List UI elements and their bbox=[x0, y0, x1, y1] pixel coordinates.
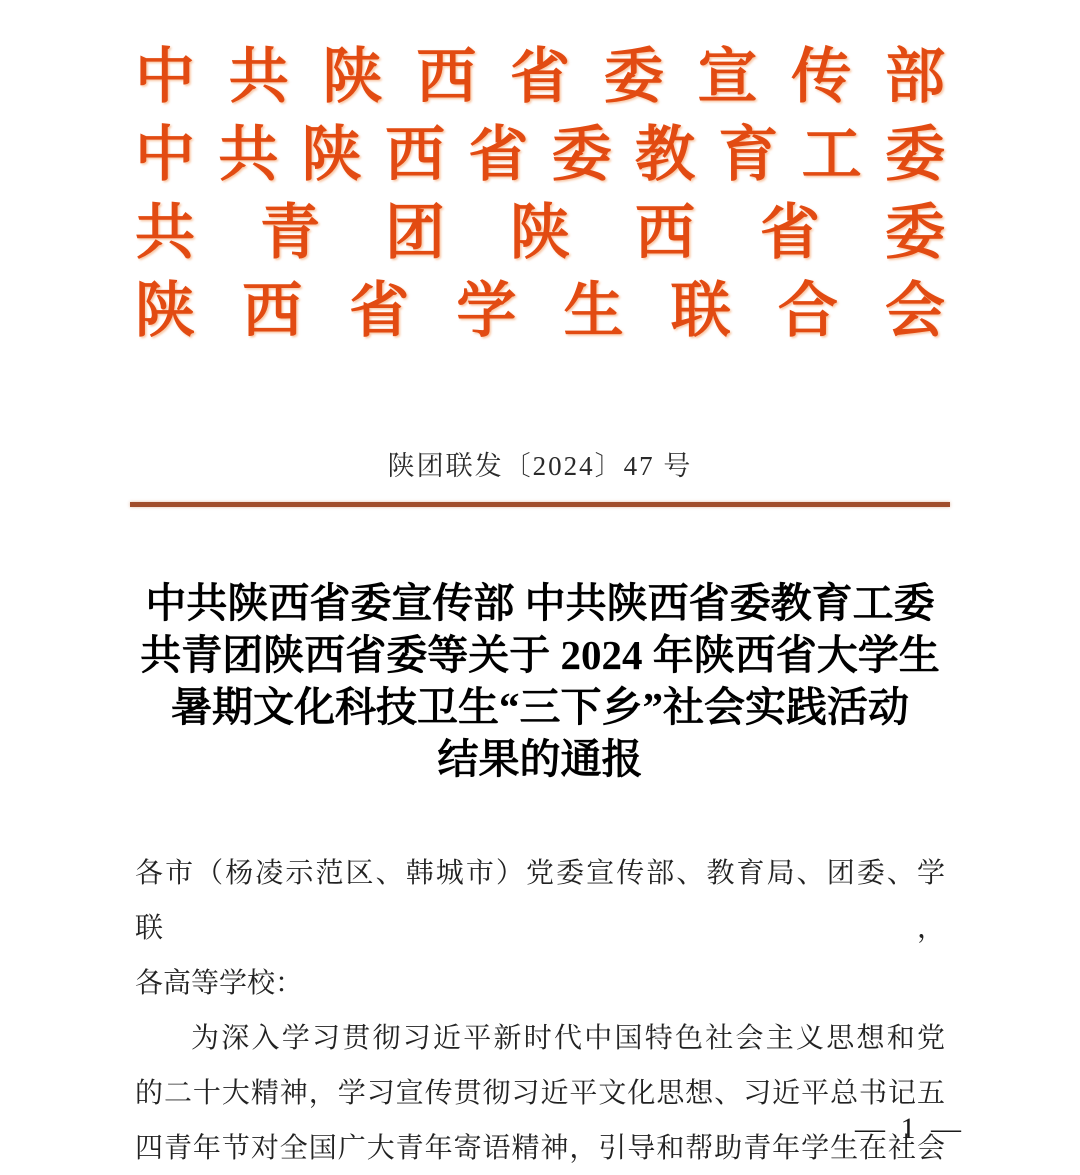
title-line-3: 暑期文化科技卫生“三下乡”社会实践活动 bbox=[171, 684, 909, 730]
paragraph-line-2: 的二十大精神，学习宣传贯彻习近平文化思想、习近平总书记五 bbox=[135, 1078, 945, 1109]
header-divider-line bbox=[130, 502, 950, 507]
title-line-1: 中共陕西省委宣传部 中共陕西省委教育工委 bbox=[145, 580, 935, 626]
paragraph-line-1: 为深入学习贯彻习近平新时代中国特色社会主义思想和党 bbox=[191, 1023, 945, 1054]
salutation-line-2: 各高等学校： bbox=[135, 968, 304, 999]
org-name-line-3: 共 青 团 陕 西 省 委 bbox=[135, 200, 945, 266]
org-name-line-2: 中 共 陕 西 省 委 教 育 工 委 bbox=[135, 122, 945, 188]
title-line-2: 共青团陕西省委等关于 2024 年陕西省大学生 bbox=[140, 632, 940, 678]
title-line-4: 结果的通报 bbox=[437, 736, 643, 782]
document-title bbox=[135, 577, 945, 785]
paragraph-line-3: 四青年节对全国广大青年寄语精神，引导和帮助青年学生在社会 bbox=[135, 1133, 945, 1164]
org-name-line-4: 陕 西 省 学 生 联 合 会 bbox=[135, 278, 945, 344]
doc-number: 陕团联发〔2024〕47 号 bbox=[387, 451, 693, 481]
salutation-line-1: 各市（杨凌示范区、韩城市）党委宣传部、教育局、团委、学联， bbox=[135, 858, 945, 944]
page-number: — 1 — bbox=[855, 1112, 965, 1145]
org-name-line-1: 中 共 陕 西 省 委 宣 传 部 bbox=[135, 44, 945, 110]
document-body bbox=[135, 846, 945, 1175]
letterhead bbox=[135, 38, 945, 350]
